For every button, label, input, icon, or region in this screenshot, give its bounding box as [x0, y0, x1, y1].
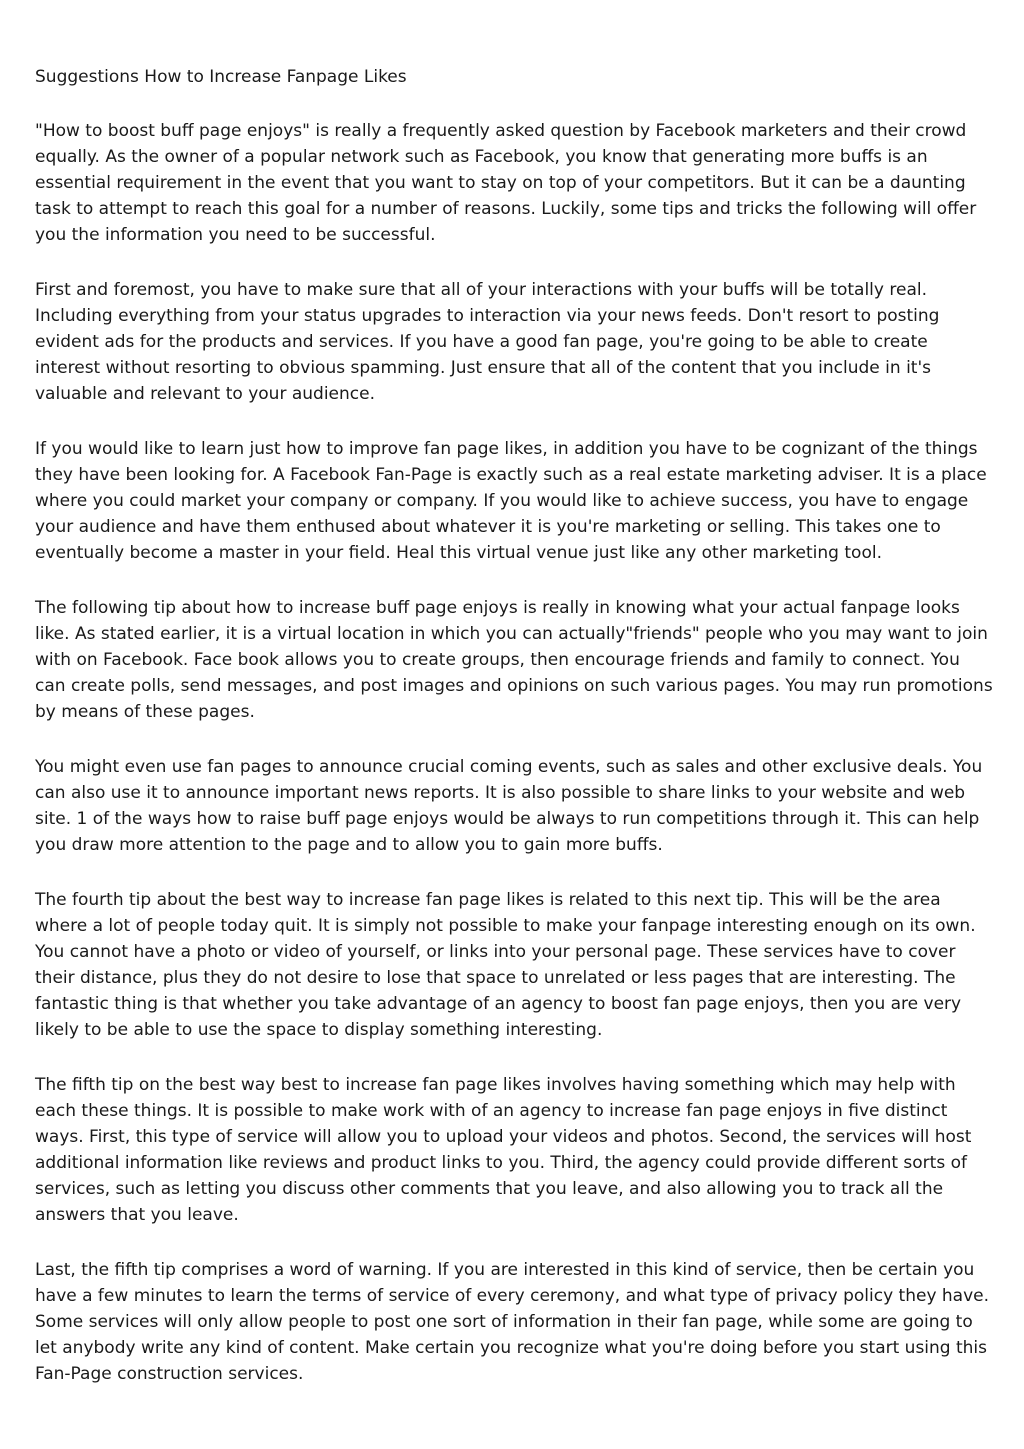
paragraph: First and foremost, you have to make sure that all of your interactions with your buffs will be totally real. Including everything from your status upgrades to interaction via your news feeds. Don't resort to posting evident ads for the products and services. If you have a good fan page, you're going to be able to create interest without resorting to obvious spamming. Just ensure that all of the content that you include in it's valuable and relevant to your audience.: [35, 280, 940, 404]
paragraph: The following tip about how to increase buff page enjoys is really in knowing what your actual fanpage looks like. As stated earlier, it is a virtual location in which you can actually"friends" people who you may want to join with on Facebook. Face book allows you to create groups, then encourage friends and family to connect. You can create polls, send messages, and post images and opinions on such various pages. You may run promotions by means of these pages.: [35, 598, 993, 722]
paragraph: If you would like to learn just how to improve fan page likes, in addition you have to be cognizant of the things they have been looking for. A Facebook Fan-Page is exactly such as a real estate marketing adviser. It is a place where you could market your company or company. If you would like to achieve success, you have to engage your audience and have them enthused about whatever it is you're marketing or selling. This takes one to eventually become a master in your field. Heal this virtual venue just like any other marketing tool.: [35, 439, 987, 563]
document-page: [35, 64, 995, 1416]
paragraph: "How to boost buff page enjoys" is really a frequently asked question by Facebook marketers and their crowd equally. As the owner of a popular network such as Facebook, you know that generating more buffs is an essential requirement in the event that you want to stay on top of your competitors. But it can be a daunting task to attempt to reach this goal for a number of reasons. Luckily, some tips and tricks the following will offer you the information you need to be successful.: [35, 121, 977, 245]
paragraph: Last, the fifth tip comprises a word of warning. If you are interested in this kind of service, then be certain you have a few minutes to learn the terms of service of every ceremony, and what type of privacy policy they have. Some services will only allow people to post one sort of information in their fan page, while some are going to let anybody write any kind of content. Make certain you recognize what you're doing before you start using this Fan-Page construction services.: [35, 1260, 990, 1384]
paragraph: The fourth tip about the best way to increase fan page likes is related to this next tip. This will be the area where a lot of people today quit. It is simply not possible to make your fanpage interesting enough on its own. You cannot have a photo or video of yourself, or links into your personal page. These services have to cover their distance, plus they do not desire to lose that space to unrelated or less pages that are interesting. The fantastic thing is that whether you take advantage of an agency to boost fan page enjoys, then you are very likely to be able to use the space to display something interesting.: [35, 890, 976, 1040]
document-title: Suggestions How to Increase Fanpage Likes: [35, 67, 407, 87]
paragraph: You might even use fan pages to announce crucial coming events, such as sales and other exclusive deals. You can also use it to announce important news reports. It is also possible to share links to your website and web site. 1 of the ways how to raise buff page enjoys would be always to run competitions through it. This can help you draw more attention to the page and to allow you to gain more buffs.: [35, 757, 983, 855]
paragraph: The fifth tip on the best way best to increase fan page likes involves having something which may help with each these things. It is possible to make work with of an agency to increase fan page enjoys in five distinct ways. First, this type of service will allow you to upload your videos and photos. Second, the services will host additional information like reviews and product links to you. Third, the agency could provide different sorts of services, such as letting you discuss other comments that you leave, and also allowing you to track all the answers that you leave.: [35, 1075, 972, 1225]
